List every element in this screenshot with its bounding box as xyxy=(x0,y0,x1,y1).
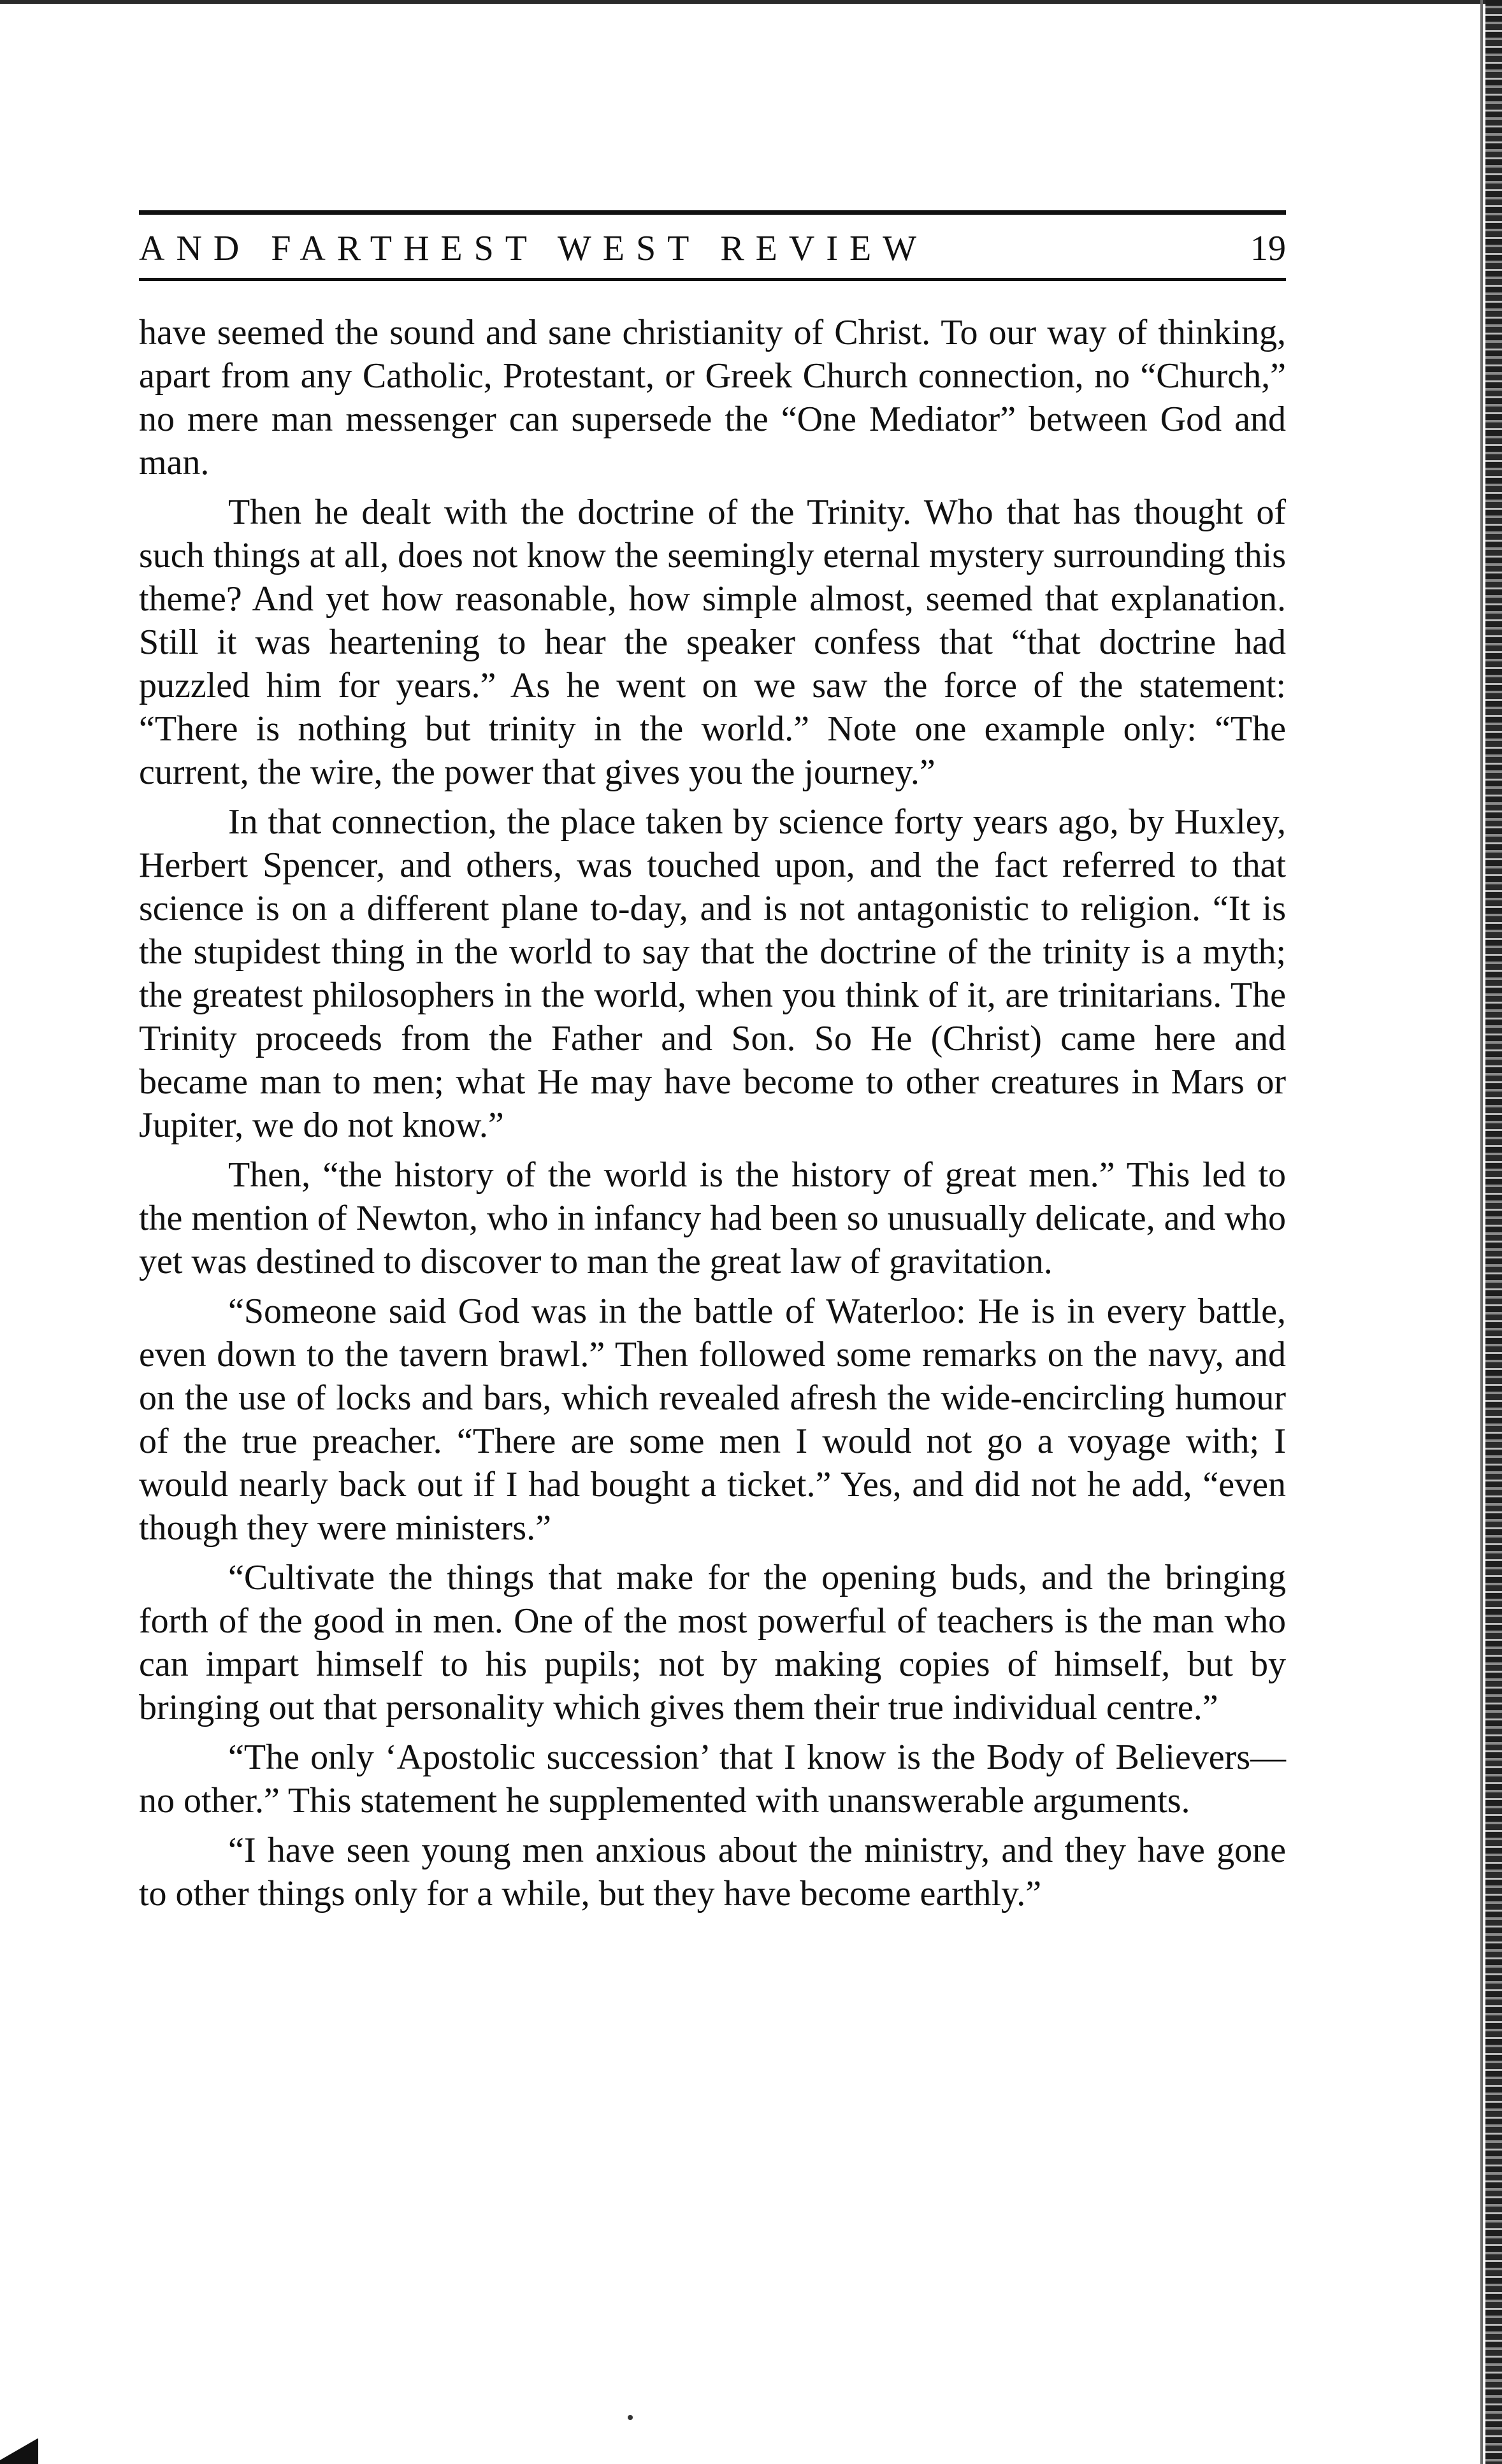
scan-speck xyxy=(628,2415,633,2420)
paragraph-great-men: Then, “the history of the world is the history of great men.” This led to the mention of Newton, who in infancy had been so unusually delicate, and who yet was destined to discover to man the great law of gravitation. xyxy=(139,1155,1286,1281)
body-text xyxy=(139,311,1286,1922)
paragraph-continued: have seemed the sound and sane christianity of Christ. To our way of thinking, apart from any Catholic, Protestant, or Greek Church connection, no “Church,” no mere man messenger can supersede the “One Mediator” between God and man. xyxy=(139,313,1286,482)
header-rule-bottom xyxy=(139,278,1286,281)
page-header xyxy=(139,223,1286,274)
binding-shadow-line xyxy=(1480,0,1483,2464)
header-rule-top xyxy=(139,210,1286,215)
page-number: 19 xyxy=(1250,229,1286,268)
paragraph-apostolic: “The only ‘Apostolic succession’ that I know is the Body of Believers—no other.” This statement he supplemented with unanswerable arguments. xyxy=(139,1738,1286,1820)
paragraph-cultivate: “Cultivate the things that make for the opening buds, and the bringing forth of the good in men. One of the most powerful of teachers is the man who can impart himself to his pupils; not by making copies of himself, but by bringing out that personality which gives them their true individual centre.” xyxy=(139,1558,1286,1727)
paragraph-trinity: Then he dealt with the doctrine of the Trinity. Who that has thought of such things at all, does not know the seemingly eternal mystery surrounding this theme? And yet how reasonable, how simple almost, seemed that explanation. Still it was heartening to hear the speaker confess that “that doctrine had puzzled him for years.” As he went on we saw the force of the statement: “There is nothing but trinity in the world.” Note one example only: “The current, the wire, the power that gives you the journey.” xyxy=(139,493,1286,792)
paragraph-ministry: “I have seen young men anxious about the ministry, and they have gone to other things only for a while, but they have become earthly.” xyxy=(139,1831,1286,1913)
running-head: AND FARTHEST WEST REVIEW xyxy=(139,229,928,268)
paragraph-science: In that connection, the place taken by science forty years ago, by Huxley, Herbert Spencer, and others, was touched upon, and the fact referred to that science is on a different plane to-day, and is not antagonistic to religion. “It is the stupidest thing in the world to say that the doctrine of the trinity is a myth; the greatest philosophers in the world, when you think of it, are trinitarians. The Trinity proceeds from the Father and Son. So He (Christ) came here and became man to men; what He may have become to other creatures in Mars or Jupiter, we do not know.” xyxy=(139,802,1286,1145)
scan-corner-artifact xyxy=(0,2439,38,2464)
scan-top-edge xyxy=(0,0,1502,4)
paragraph-waterloo: “Someone said God was in the battle of Waterloo: He is in every battle, even down to the tavern brawl.” Then followed some remarks on the navy, and on the use of locks and bars, which revealed afresh the wide-encircling humour of the true preacher. “There are some men I would not go a voyage with; I would nearly back out if I had bought a ticket.” Yes, and did not he add, “even though they were ministers.” xyxy=(139,1292,1286,1548)
scan-binding-edge xyxy=(1485,0,1502,2464)
